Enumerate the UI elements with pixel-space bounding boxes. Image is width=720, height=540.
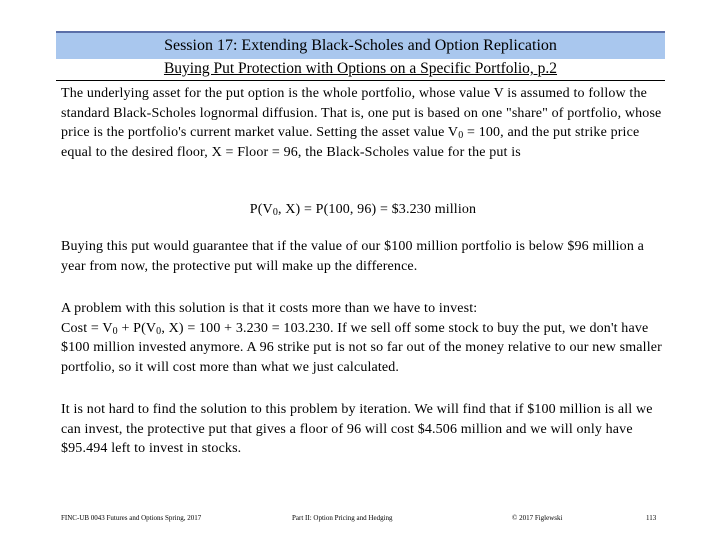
paragraph-problem [61,299,665,377]
subscript: 0 [156,325,162,337]
paragraph-text: = 100, and the put strike price equal to the desired floor, X = Floor = 96, the Black-Scholes value for the put is [61,125,640,160]
paragraph-text: The underlying asset for the put option is the whole portfolio, whose value V is assumed to follow the standard Black-Scholes lognormal diffusion. That is, one put is based on one "share" of portfolio, whose price is the portfolio's current market value. Setting the asset value V [61,86,662,140]
paragraph-text: Buying this put would guarantee that if the value of our $100 million portfolio is below $96 million a year from now, the protective put will make up the difference. [61,239,644,274]
paragraph-guarantee [61,237,665,276]
paragraph-text: + P(V [117,320,157,336]
paragraph-iteration [61,400,665,459]
subscript: 0 [458,130,464,141]
footer-part: Part II: Option Pricing and Hedging [292,514,393,522]
put-value-equation [61,200,665,220]
paragraph-text: Cost = V [61,320,113,336]
slide-subtitle: Buying Put Protection with Options on a Specific Portfolio, p.2 [163,60,558,77]
footer-copyright: © 2017 Figlewski [512,514,563,522]
equation-text: P(V [249,202,273,217]
slide-subtitle-bar [56,58,665,81]
subscript: 0 [112,325,118,337]
slide-title: Session 17: Extending Black-Scholes and Option Replication [164,37,557,54]
footer-course: FINC-UB 0043 Futures and Options Spring, 2017 [61,514,202,522]
slide-title-bar [56,31,665,59]
paragraph-text: A problem with this solution is that it costs more than we have to invest: [61,301,478,316]
paragraph-underlying-asset [61,84,665,162]
footer-page-number: 113 [646,514,657,522]
paragraph-text: It is not hard to find the solution to this problem by iteration. We will find that if $100 million is all we can invest, the protective put that gives a floor of 96 will cost $4.506 million and we will only have $95.494 left to invest in stocks. [61,402,653,456]
subscript: 0 [272,207,278,218]
paragraph-text: , X) = 100 + 3.230 = 103.230. If we sell off some stock to buy the put, we don't have $100 million invested anymore. A 96 strike put is not so far out of the money relative to our new smaller portfolio, so it will cost more than what we just calculated. [61,320,662,375]
equation-text: , X) = P(100, 96) = $3.230 million [277,202,477,217]
